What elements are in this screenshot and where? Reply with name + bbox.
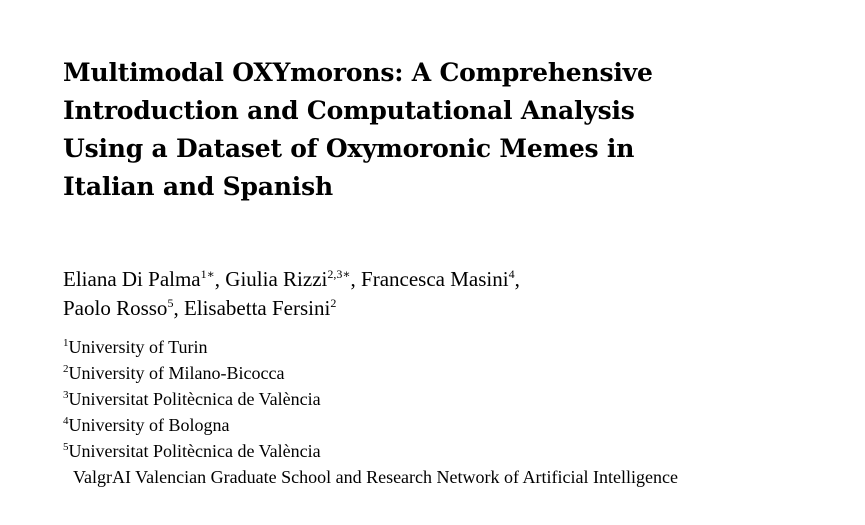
author-name: Giulia Rizzi: [225, 267, 328, 291]
author-separator: ,: [350, 267, 362, 291]
author-name: Eliana Di Palma: [63, 267, 201, 291]
author-name: Elisabetta Fersini: [183, 296, 331, 320]
affiliation-text: University of Milano-Bicocca: [68, 363, 285, 383]
affiliation-text: Universitat Politècnica de València: [68, 441, 321, 461]
affiliation-item: [63, 360, 853, 386]
affiliation-number: 5: [63, 441, 69, 453]
affiliation-item: [63, 412, 853, 438]
author-line: [63, 265, 823, 294]
author-affiliation-marker: 5: [167, 296, 174, 310]
author-name: Paolo Rosso: [63, 296, 168, 320]
author-separator: ,: [173, 296, 184, 320]
author-affiliation-marker: 2,3∗: [327, 267, 351, 281]
affiliation-text: University of Bologna: [68, 415, 230, 435]
affiliation-continuation: ValgrAI Valencian Graduate School and Research Network of Artificial Intelligence: [73, 467, 678, 487]
author-affiliation-marker: 4: [508, 267, 515, 281]
title-line: Italian and Spanish: [63, 172, 333, 201]
affiliation-text: University of Turin: [68, 337, 208, 357]
affiliation-list: [63, 334, 853, 490]
affiliation-item: [63, 438, 853, 464]
title-line: Introduction and Computational Analysis: [63, 96, 635, 125]
author-line: [63, 294, 823, 323]
author-affiliation-marker: 2: [330, 296, 337, 310]
author-affiliation-marker: 1∗: [200, 267, 215, 281]
author-separator: ,: [214, 267, 226, 291]
author-name: Francesca Masini: [361, 267, 509, 291]
affiliation-number: 1: [63, 337, 69, 349]
author-list: [63, 265, 823, 323]
title-line: Using a Dataset of Oxymoronic Memes in: [63, 134, 635, 163]
affiliation-text: Universitat Politècnica de València: [68, 389, 321, 409]
paper-title: [63, 54, 783, 206]
affiliation-item: [63, 386, 853, 412]
affiliation-item: [63, 334, 853, 360]
author-separator: ,: [514, 267, 520, 291]
affiliation-number: 4: [63, 415, 69, 427]
affiliation-number: 2: [63, 363, 69, 375]
title-line: Multimodal OXYmorons: A Comprehensive: [63, 58, 653, 87]
affiliation-number: 3: [63, 389, 69, 401]
